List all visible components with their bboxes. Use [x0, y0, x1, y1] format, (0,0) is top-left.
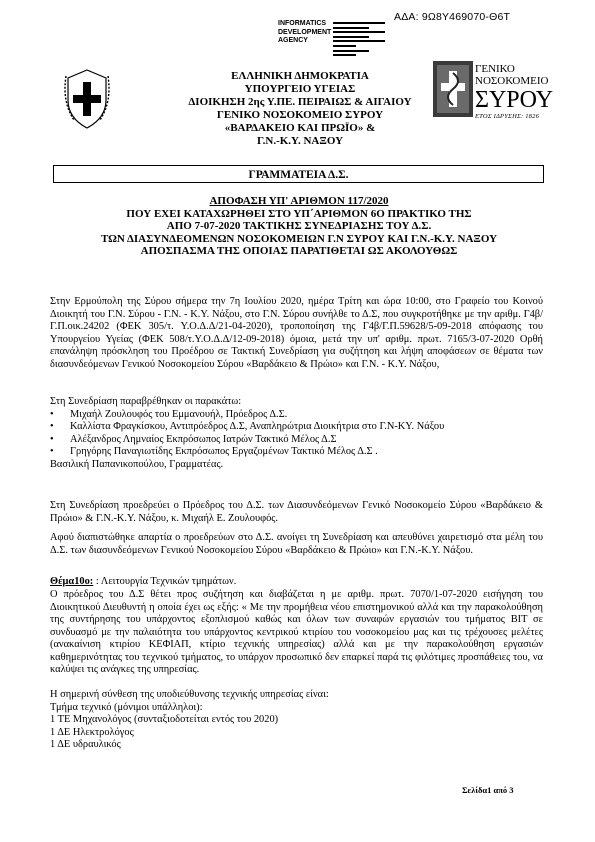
secretariat-box: ΓΡΑΜΜΑΤΕΙΑ Δ.Σ.: [53, 165, 544, 183]
logo-line: INFORMATICS: [278, 20, 327, 27]
list-item: • Αλέξανδρος Λημναίος Εκπρόσωπος Ιατρών Τακτικό Μέλος Δ.Σ: [50, 433, 337, 445]
hospital-logo: [431, 59, 554, 139]
topic-paragraph: Ο πρόεδρος του Δ.Σ θέτει προς συζήτηση και διαβάζεται η με αριθμ. πρωτ. 7070/1-07-2020 εισήγηση του Διοικητικού Διευθυντή η οποία έχει ως εξής: « Με την προμήθεια νέου επιστημονικού αλλά και την παρακολούθηση της συντήρησης του υπάρχοντος εξοπλισμού καθώς και όλων των συναφών εργασιών του τμήματος ΒΙΤ σε συνδυασμό με την παλαιότητα του υπάρχοντος κεντρικού κτιρίου του νοσοκομείου μας και τις τρέχουσες μελέτες (ανακαίνιση κτιρίου ΚΕΦΙΑΠ, κτίριο τεχνικής υπηρεσίας) αλλά και με την παρακολούθηση εργασιών καθημερινότητας του τεχνικού τμήματος, το υπάρχον προσωπικό δεν επαρκεί παρά τις φιλότιμες προσπάθειες του, να καλύψει τις ανάγκες της υπηρεσίας.: [50, 589, 543, 675]
header-line: ΓΕΝΙΚΟ ΝΟΣΟΚΟΜΕΙΟ ΣΥΡΟΥ: [216, 109, 384, 121]
list-item: • Μιχαήλ Ζουλουφός του Εμμανουήλ, Πρόεδρος Δ.Σ.: [50, 408, 288, 420]
list-item: • Γρηγόρης Παναγιωτίδης Εκπρόσωπος Εργαζομένων Τακτικό Μέλος Δ.Σ .: [50, 446, 378, 457]
header-line: Γ.Ν.-Κ.Υ. ΝΑΞΟΥ: [256, 135, 344, 147]
page-number: Σελίδα1 από 3: [462, 785, 514, 795]
hospital-logo-line: ΓΕΝΙΚΟ: [475, 63, 515, 75]
hospital-emblem-icon: [433, 61, 473, 117]
present-heading: Στη Συνεδρίαση παραβρέθηκαν οι παρακάτω:: [50, 396, 242, 407]
informatics-agency-logo: [278, 20, 388, 66]
list-item: • Καλλίστα Φραγκίσκου, Αντιπρόεδρος Δ.Σ, Αναπληρώτρια Διοικήτρια στο Γ.Ν-ΚΥ. Νάξου: [50, 421, 445, 432]
composition-section: [50, 689, 543, 752]
topic-label: Θέμα10ο:: [50, 576, 94, 587]
present-list: [50, 396, 543, 471]
list-item: 1 ΤΕ Μηχανολόγος (συνταξιοδοτείται εντός του 2020): [50, 714, 279, 725]
ada-code: ΑΔΑ: 9Ω8Υ469070-Θ6Τ: [394, 11, 511, 23]
list-item: 1 ΔΕ Ηλεκτρολόγος: [50, 726, 134, 738]
logo-line: DEVELOPMENT: [278, 28, 332, 36]
issuer-header: [150, 70, 450, 148]
hospital-logo-line: ΝΟΣΟΚΟΜΕΙΟ: [475, 75, 549, 87]
chair-paragraph: Στη Συνεδρίαση προεδρεύει ο Πρόεδρος του Δ.Σ. των Διασυνδεόμενων Γενικό Νοσοκομείο Σύρου «Βαρδάκειο & Πρώιο» & Γ.Ν.-Κ.Υ. Νάξου, κ. Μιχαήλ Ε. Ζουλουφός.: [50, 500, 543, 524]
decision-line: ΤΩΝ ΔΙΑΣΥΝΔΕΟΜΕΝΩΝ ΝΟΣΟΚΟΜΕΙΩΝ Γ.Ν ΣΥΡΟΥ ΚΑΙ Γ.Ν.-Κ.Υ. ΝΑΞΟΥ: [100, 232, 498, 245]
header-line: ΔΙΟΙΚΗΣΗ 2ης Υ.ΠΕ. ΠΕΙΡΑΙΩΣ & ΑΙΓΑΙΟΥ: [188, 96, 412, 108]
topic-text: : Λειτουργία Τεχνικών τμημάτων.: [95, 576, 237, 587]
decision-line: ΑΠΟΦΑΣΗ ΥΠ' ΑΡΙΘΜΟΝ 117/2020: [209, 195, 389, 207]
secretary-line: Βασιλική Παπανικοπούλου, Γραμματέας.: [50, 458, 224, 470]
intro-paragraph: Στην Ερμούπολη της Σύρου σήμερα την 7η Ιουλίου 2020, ημέρα Τρίτη και ώρα 10:00, στο Γραφείο του Κοινού Διοικητή του Γ.Ν. Σύρου - Γ.Ν. - Κ.Υ. Νάξου, στο Γ.Ν. Σύρου συνήλθε το Δ.Σ, που συγκροτήθηκε με την αριθμ. Γ4β/Γ.Π.οικ.24202 (ΦΕΚ 305/τ. Υ.Ο.Δ.Δ/21-04-2020), τροποποίηση της Γ4β/Γ.Π.59628/5-09-2018 απόφασης του Υπουργείου Υγείας (ΦΕΚ 508/τ.Υ.Ο.Δ.Δ/12-09-2018) όμοια, μετά την υπ' αριθμ. πρωτ. 7165/3-07-2020 Ορθή επανάληψη πρόσκληση του Προέδρου σε Τακτική Συνεδρίαση για συζήτηση και λήψη αποφάσεων σε θέματα των διασυνδεόμενων Γενικού Νοσοκομείου Σύρου «Βαρδάκειο & Πρώιο» και Γ.Ν. - Κ.Υ. Νάξου,: [50, 296, 543, 370]
header-line: «ΒΑΡΔΑΚΕΙΟ ΚΑΙ ΠΡΩΪΟ» &: [224, 122, 376, 134]
logo-line: AGENCY: [278, 37, 308, 45]
decision-line: ΑΠΟ 7-07-2020 ΤΑΚΤΙΚΗΣ ΣΥΝΕΔΡΙΑΣΗΣ ΤΟΥ Δ.Σ.: [166, 220, 432, 232]
quorum-paragraph: Αφού διαπιστώθηκε απαρτία ο προεδρεύων στο Δ.Σ. ανοίγει τη Συνεδρίαση και απευθύνει χαιρετισμό στα μέλη του Δ.Σ. των διασυνδεόμενων Γενικού Νοσοκομείου Σύρου «Βαρδάκειο & Πρώιο» και Γ.Ν.-Κ.Υ. Νάξου.: [50, 532, 543, 556]
decision-title: [60, 195, 538, 258]
decision-line: ΠΟΥ ΕΧΕΙ ΚΑΤΑΧΩΡΗΘΕΙ ΣΤΟ ΥΠ΄ΑΡΙΘΜΟΝ 6Ο ΠΡΑΚΤΙΚΟ ΤΗΣ: [126, 207, 472, 220]
header-line: ΥΠΟΥΡΓΕΙΟ ΥΓΕΙΑΣ: [244, 83, 356, 95]
logo-greek-lines: [333, 22, 385, 59]
list-item: 1 ΔΕ υδραυλικός: [50, 739, 121, 750]
header-line: ΕΛΛΗΝΙΚΗ ΔΗΜΟΚΡΑΤΙΑ: [231, 70, 369, 82]
hospital-logo-year: ΕΤΟΣ ΙΔΡΥΣΗΣ: 1826: [475, 113, 540, 120]
hospital-logo-line: ΣΥΡΟΥ: [475, 87, 554, 113]
topic-line: [50, 576, 543, 589]
decision-line: ΑΠΟΣΠΑΣΜΑ ΤΗΣ ΟΠΟΙΑΣ ΠΑΡΑΤΙΘΕΤΑΙ ΩΣ ΑΚΟΛΟΥΘΩΣ: [140, 245, 458, 257]
greek-coat-of-arms-icon: [64, 68, 110, 132]
dept-heading: Τμήμα τεχνικό (μόνιμοι υπάλληλοι):: [50, 701, 203, 713]
composition-heading: Η σημερινή σύνθεση της υποδιεύθυνσης τεχνικής υπηρεσίας είναι:: [50, 689, 329, 700]
